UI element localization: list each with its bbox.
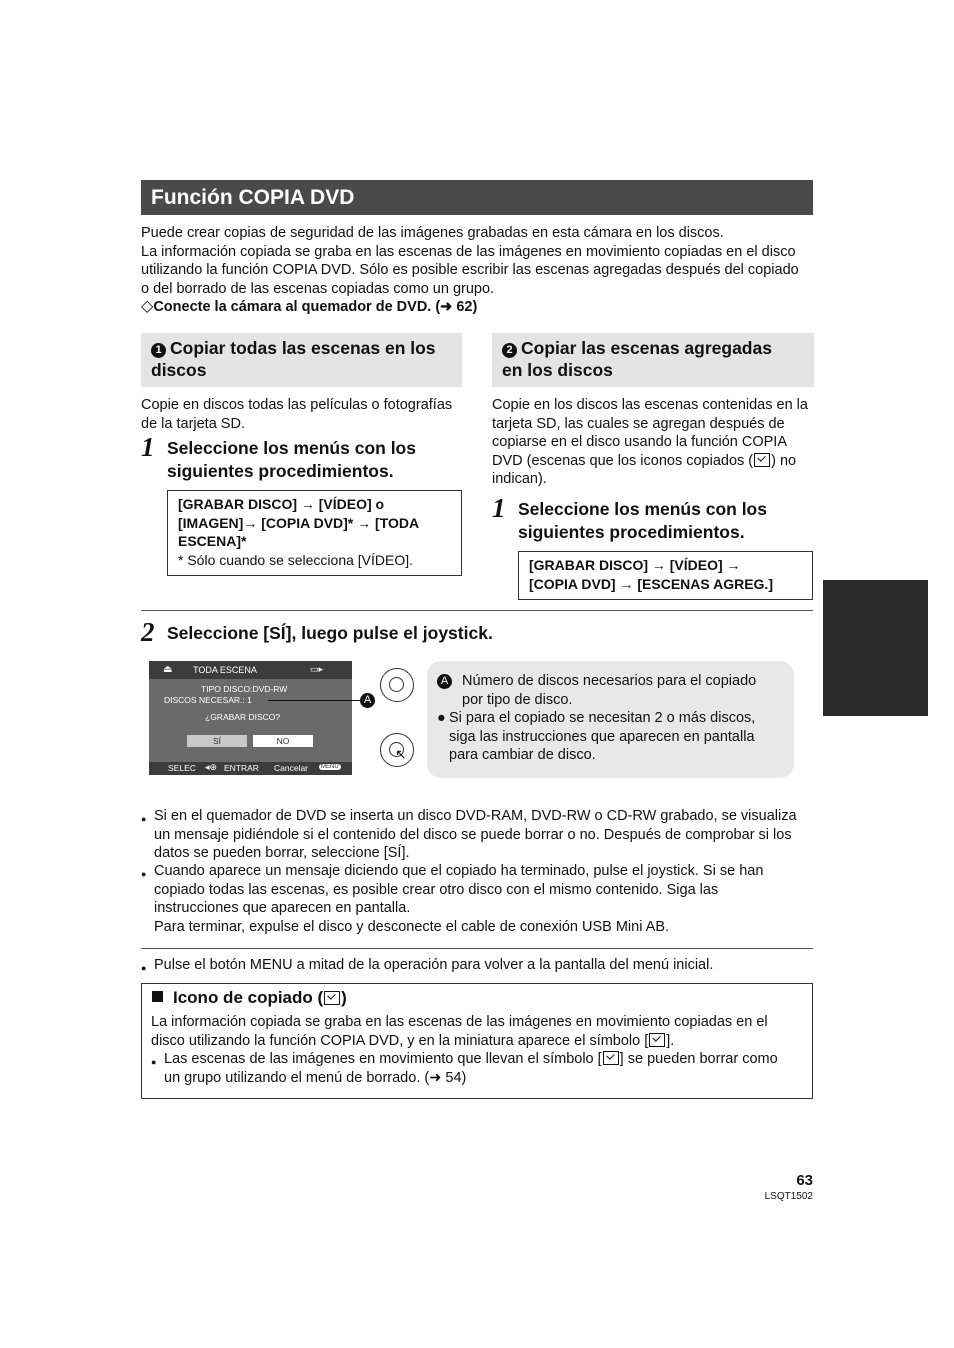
screen-disc-type: TIPO DISCO:DVD-RW [201, 684, 288, 694]
page-title: Función COPIA DVD [141, 180, 813, 215]
section-heading-1: 1 Copiar todas las escenas en los discos [141, 333, 462, 387]
bullet-icon: ● [141, 963, 147, 973]
divider-2 [141, 948, 813, 949]
divider [141, 610, 813, 611]
screen-no-button: NO [253, 735, 313, 747]
copied-icon [754, 453, 770, 467]
copied-icon [649, 1033, 665, 1047]
note-copy-finished: ● Cuando aparece un mensaje diciendo que el copiado ha terminado, pulse el joystick. Si se han copiado todas las escenas, es posible crear otro disco con el mismo contenido. Siga las instrucciones que aparecen en pantalla. Para terminar, expulse el disco y desconecte el cable de conexión USB Mini AB. [141, 863, 764, 935]
copy-icon-box-title: Icono de copiado ( ) [152, 987, 347, 1009]
number-1-icon: 1 [151, 343, 166, 358]
screen-yes-button: SÍ [187, 735, 247, 747]
screen-footer-cancel: Cancelar [274, 763, 309, 773]
section-2-description: Copie en los discos las escenas contenidas en la tarjeta SD, las cuales se agregan después de copiarse en el disco usando la función COPIA DVD (escenas que los iconos copiados ( ) no indican). [492, 397, 808, 488]
intro-paragraph: Puede crear copias de seguridad de las imágenes grabadas en esta cámara en los discos. La información copiada se graba en las escenas de las imágenes en movimiento copiadas en el disco utilizando la función COPIA DVD. Sólo es posible escribir las escenas agregadas después del copiado o del borrado de las escenas copiadas como un grupo. [141, 225, 799, 297]
menu-path-box-2: [GRABAR DISCO] → [VÍDEO] → [COPIA DVD] → [ESCENAS AGREG.] [518, 551, 813, 600]
card-movie-icon: ▭▸ [310, 664, 324, 674]
joystick-small-icon: ◂⊕ [205, 762, 218, 772]
step-1b-number: 1 [492, 493, 506, 523]
step-1-number: 1 [141, 432, 155, 462]
bullet-icon: ● [437, 710, 446, 727]
diamond-icon: ◇ [141, 298, 154, 315]
info-panel-text: A Número de discos necesarios para el copiado por tipo de disco. ● Si para el copiado se necesitan 2 o más discos, siga las instrucciones que aparecen en pantalla para cambiar de disco. [437, 673, 757, 764]
bullet-icon: ● [141, 869, 147, 879]
screen-header: TODA ESCENA [193, 665, 257, 675]
screen-footer-select: SELEC [168, 763, 196, 773]
step-2-text: Seleccione [SÍ], luego pulse el joystick. [167, 623, 493, 643]
screen-footer-enter: ENTRAR [224, 763, 259, 773]
screen-question: ¿GRABAR DISCO? [205, 712, 281, 722]
bullet-icon: ● [151, 1057, 157, 1068]
callout-line [268, 700, 360, 701]
connect-instruction: ◇Conecte la cámara al quemador de DVD. (➜ 62) [141, 298, 478, 315]
disc-icon: ⏏ [163, 664, 173, 675]
callout-a-marker: A [360, 693, 375, 708]
number-2-icon: 2 [502, 343, 517, 358]
joystick-icon [380, 668, 414, 702]
screen-discs-needed: DISCOS NECESAR.: 1 [164, 695, 252, 705]
square-bullet-icon [152, 991, 163, 1002]
section-1-description: Copie en discos todas las películas o fotografías de la tarjeta SD. [141, 397, 453, 432]
note-dvd-rewrite: ● Si en el quemador de DVD se inserta un disco DVD-RAM, DVD-RW o CD-RW grabado, se visualiza un mensaje pidiéndole si el contenido del disco se puede borrar o no. Después de comprobar si los datos se pueden borrar, seleccione [SÍ]. [141, 808, 797, 862]
copied-icon [603, 1051, 619, 1065]
note-menu-button: ● Pulse el botón MENU a mitad de la operación para volver a la pantalla del menú inicial. [141, 956, 834, 975]
marker-a-icon: A [437, 674, 452, 689]
chapter-side-tab [823, 580, 928, 716]
camera-screen-illustration [149, 661, 352, 775]
section-heading-2: 2 Copiar las escenas agregadas en los discos [492, 333, 814, 387]
copied-icon [324, 991, 340, 1005]
joystick-press-icon [380, 733, 414, 767]
document-code: LSQT1502 [764, 1191, 813, 1202]
copy-icon-box-text: La información copiada se graba en las escenas de las imágenes en movimiento copiadas en el disco utilizando la función COPIA DVD, y en la miniatura aparece el símbolo [ ]. ● Las escenas de las imágenes en movimiento que llevan el símbolo [ ] se pueden borrar como un grupo utilizando el menú de borrado. (➜ 54) [151, 1014, 778, 1086]
step-1-text: Seleccione los menús con los siguientes procedimientos. [167, 438, 416, 481]
step-2-number: 2 [141, 617, 155, 647]
pointer-icon: ↖ [395, 746, 407, 762]
menu-path-box-1: [GRABAR DISCO] → [VÍDEO] o [IMAGEN]→ [COPIA DVD]* → [TODA ESCENA]* * Sólo cuando se selecciona [VÍDEO]. [167, 490, 462, 576]
bullet-icon: ● [141, 814, 147, 824]
page-number: 63 [796, 1172, 813, 1189]
screen-menu-badge: MENU [321, 764, 339, 770]
step-1b-text: Seleccione los menús con los siguientes procedimientos. [518, 499, 767, 542]
